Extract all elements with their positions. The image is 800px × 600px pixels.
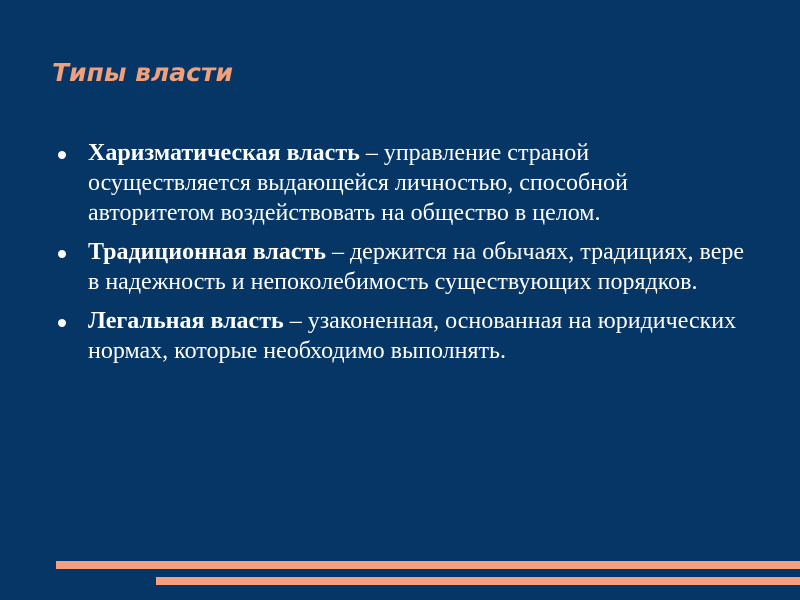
bullet-term: Легальная власть	[88, 308, 284, 334]
bullet-item-traditional	[58, 237, 758, 297]
bullet-item-charismatic	[58, 138, 758, 228]
bullet-term: Харизматическая власть	[88, 140, 360, 166]
bullet-icon	[58, 319, 66, 327]
bullet-text: – узаконенная, основанная на юридических нормах, которые необходимо выполнять.	[88, 308, 737, 364]
bullet-list	[58, 138, 758, 375]
bullet-icon	[58, 250, 66, 258]
bullet-icon	[58, 151, 66, 159]
decorative-bar-bottom	[156, 577, 800, 585]
bullet-term: Традиционная власть	[88, 239, 326, 265]
bullet-text: – держится на обычаях, традициях, вере в надежность и непоколебимость существующих порядков.	[88, 239, 745, 295]
slide-title: Типы власти	[52, 58, 233, 87]
bullet-text: – управление страной осуществляется выдающейся личностью, способной авторитетом воздействовать на общество в целом.	[88, 140, 628, 226]
bullet-item-legal	[58, 306, 758, 366]
decorative-bar-top	[56, 561, 800, 569]
